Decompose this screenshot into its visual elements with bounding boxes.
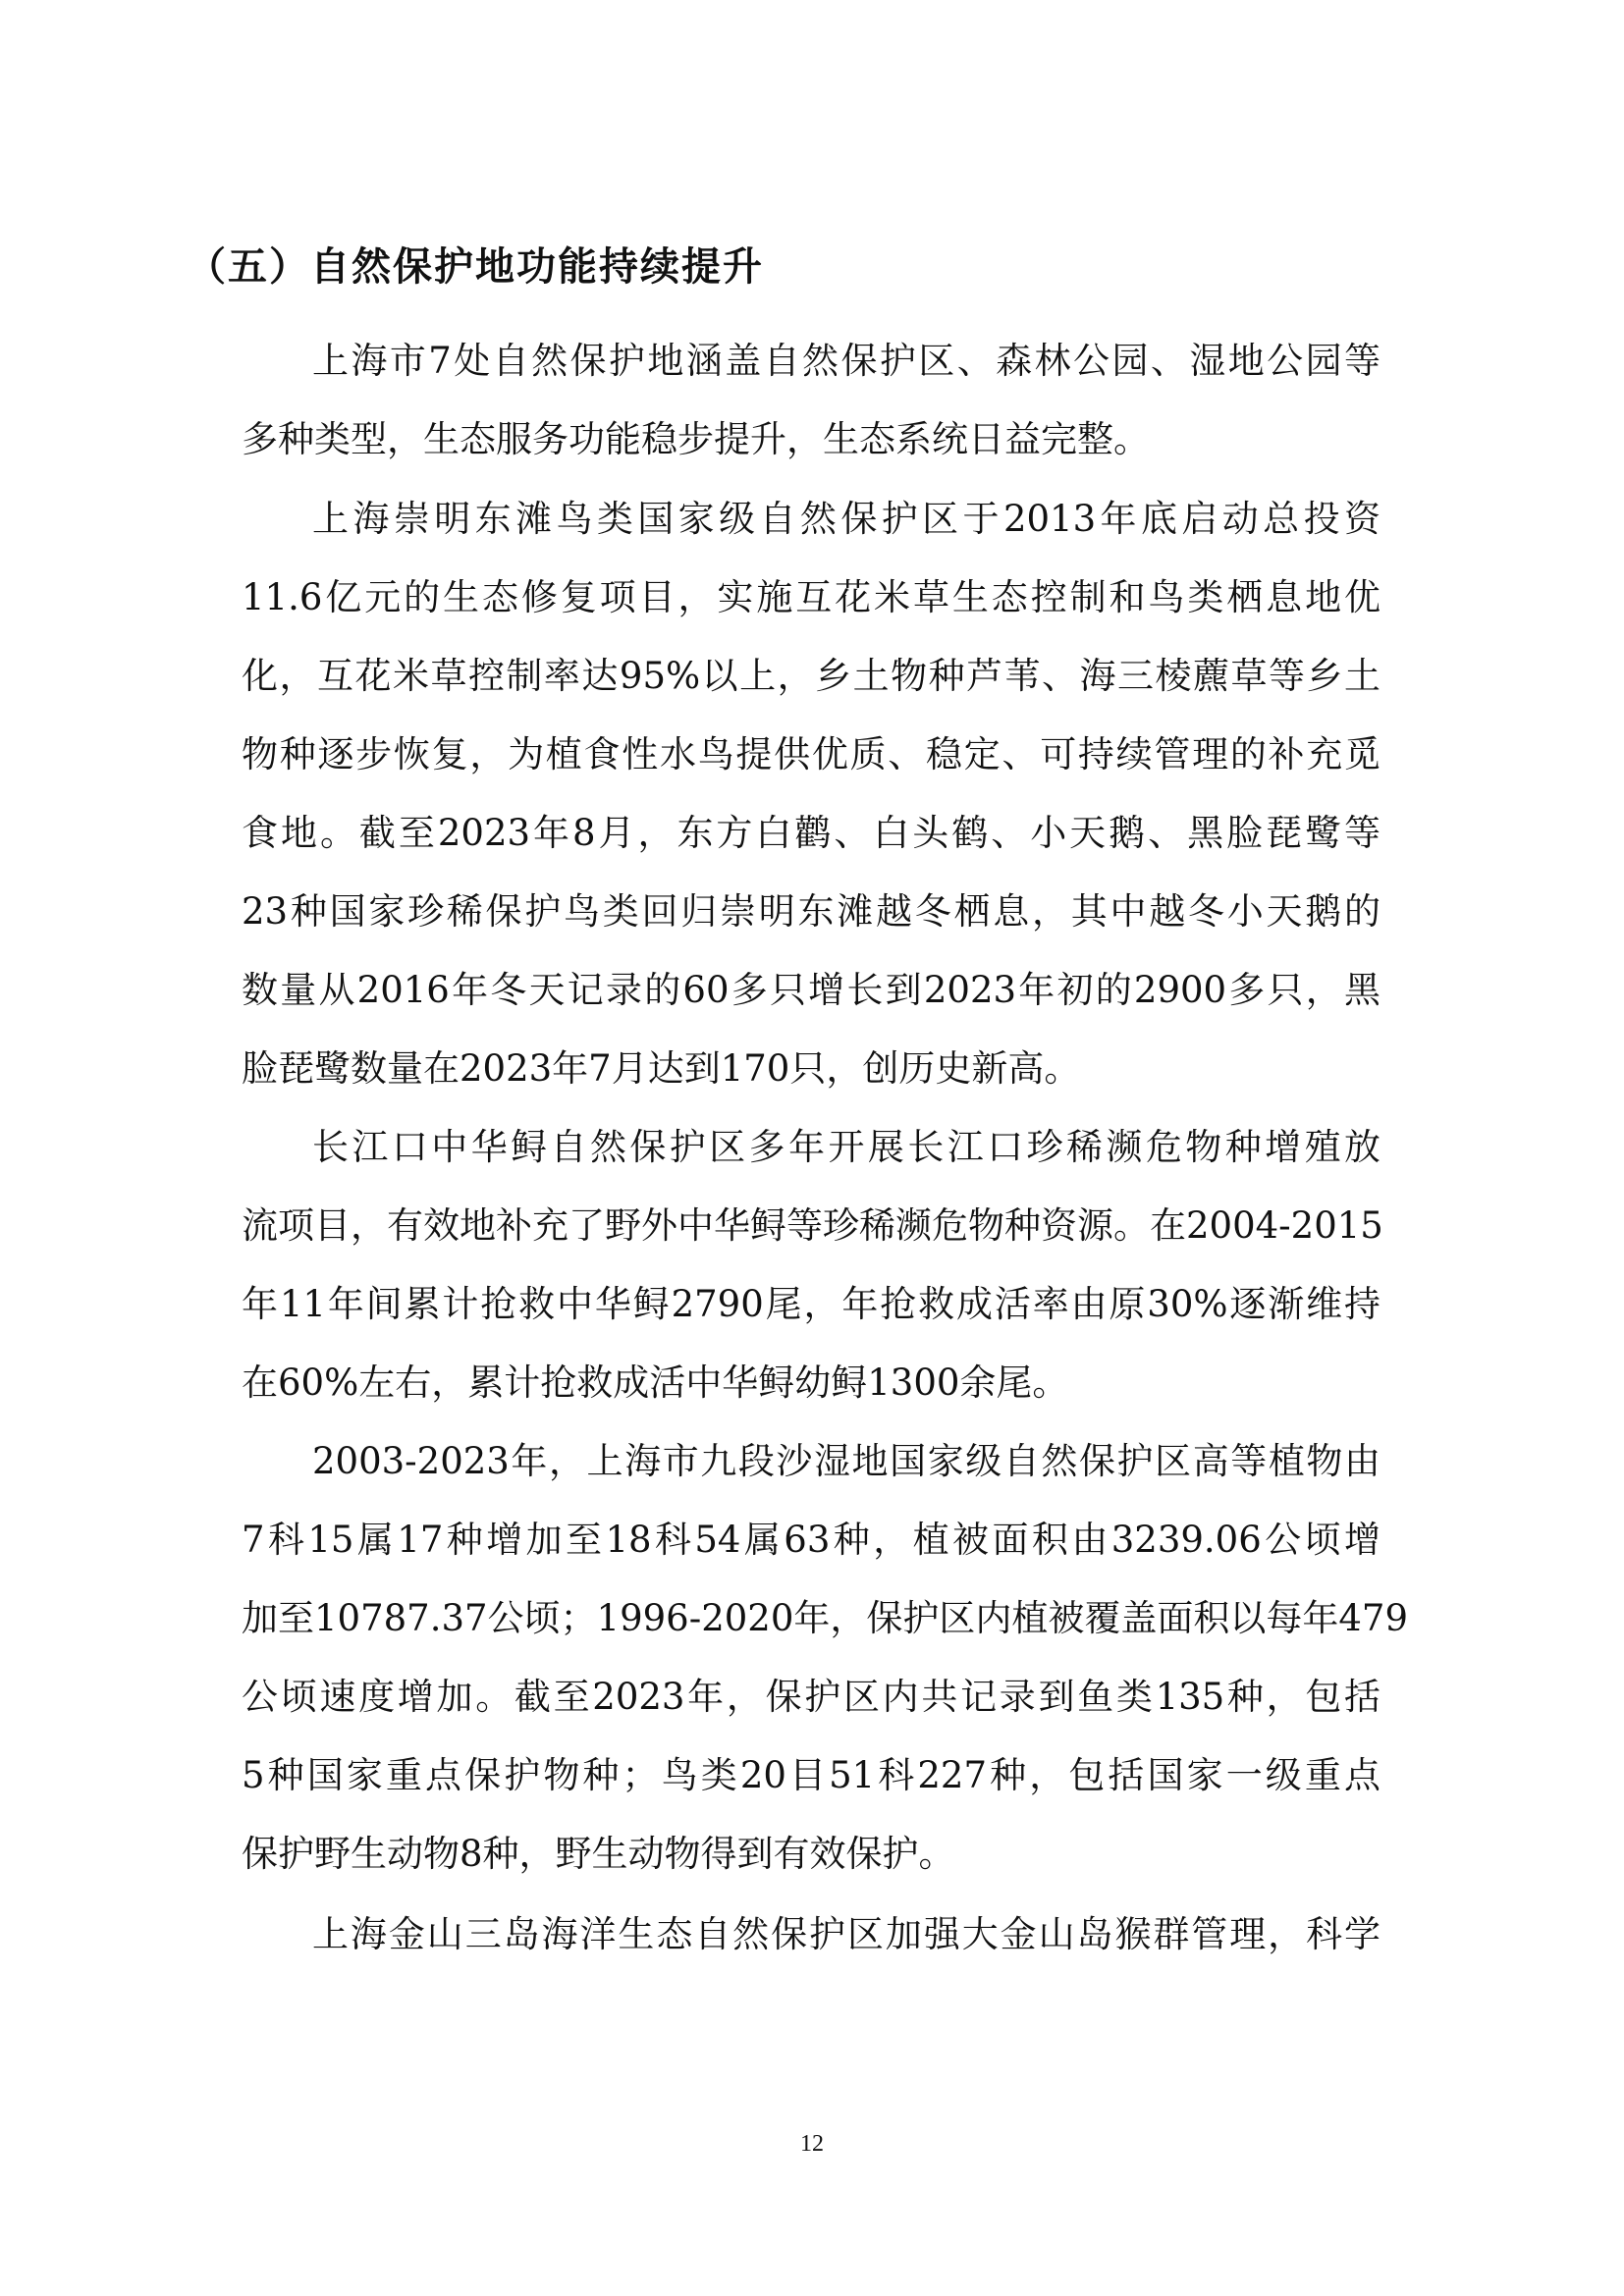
paragraph-2-line-4: 物种逐步恢复，为植食性水鸟提供优质、稳定、可持续管理的补充觅: [242, 733, 1380, 775]
paragraph-4-line-6: 保护野生动物8种，野生动物得到有效保护。: [242, 1833, 955, 1875]
page-number: 12: [800, 2131, 824, 2157]
paragraph-5-line-1: 上海金山三岛海洋生态自然保护区加强大金山岛猴群管理，科学: [312, 1913, 1380, 1955]
paragraph-4-line-3: 加至10787.37公顷；1996-2020年，保护区内植被覆盖面积以每年479: [242, 1597, 1408, 1639]
paragraph-4-line-4: 公顷速度增加。截至2023年，保护区内共记录到鱼类135种，包括: [242, 1676, 1380, 1718]
paragraph-1-line-1: 上海市7处自然保护地涵盖自然保护区、森林公园、湿地公园等: [312, 340, 1380, 382]
paragraph-2-line-3: 化，互花米草控制率达95%以上，乡土物种芦苇、海三棱藨草等乡土: [242, 655, 1380, 697]
paragraph-4-line-2: 7科15属17种增加至18科54属63种，植被面积由3239.06公顷增: [242, 1519, 1380, 1561]
paragraph-2-line-8: 脸琵鹭数量在2023年7月达到170只，创历史新高。: [242, 1047, 1081, 1090]
paragraph-3-line-3: 年11年间累计抢救中华鲟2790尾，年抢救成活率由原30%逐渐维持: [242, 1283, 1380, 1325]
paragraph-4-line-5: 5种国家重点保护物种；鸟类20目51科227种，包括国家一级重点: [242, 1754, 1380, 1796]
paragraph-3-line-2: 流项目，有效地补充了野外中华鲟等珍稀濒危物种资源。在2004-2015: [242, 1204, 1383, 1247]
paragraph-2-line-2: 11.6亿元的生态修复项目，实施互花米草生态控制和鸟类栖息地优: [242, 576, 1380, 618]
section-heading: （五）自然保护地功能持续提升: [187, 244, 764, 290]
paragraph-2-line-7: 数量从2016年冬天记录的60多只增长到2023年初的2900多只，黑: [242, 969, 1380, 1011]
paragraph-3-line-4: 在60%左右，累计抢救成活中华鲟幼鲟1300余尾。: [242, 1362, 1069, 1404]
paragraph-2-line-5: 食地。截至2023年8月，东方白鹳、白头鹤、小天鹅、黑脸琵鹭等: [242, 812, 1380, 854]
paragraph-3-line-1: 长江口中华鲟自然保护区多年开展长江口珍稀濒危物种增殖放: [312, 1126, 1380, 1168]
paragraph-2-line-1: 上海崇明东滩鸟类国家级自然保护区于2013年底启动总投资: [312, 498, 1380, 540]
paragraph-4-line-1: 2003-2023年，上海市九段沙湿地国家级自然保护区高等植物由: [312, 1440, 1380, 1482]
paragraph-2-line-6: 23种国家珍稀保护鸟类回归崇明东滩越冬栖息，其中越冬小天鹅的: [242, 890, 1380, 933]
paragraph-1-line-2: 多种类型，生态服务功能稳步提升，生态系统日益完整。: [242, 418, 1150, 460]
